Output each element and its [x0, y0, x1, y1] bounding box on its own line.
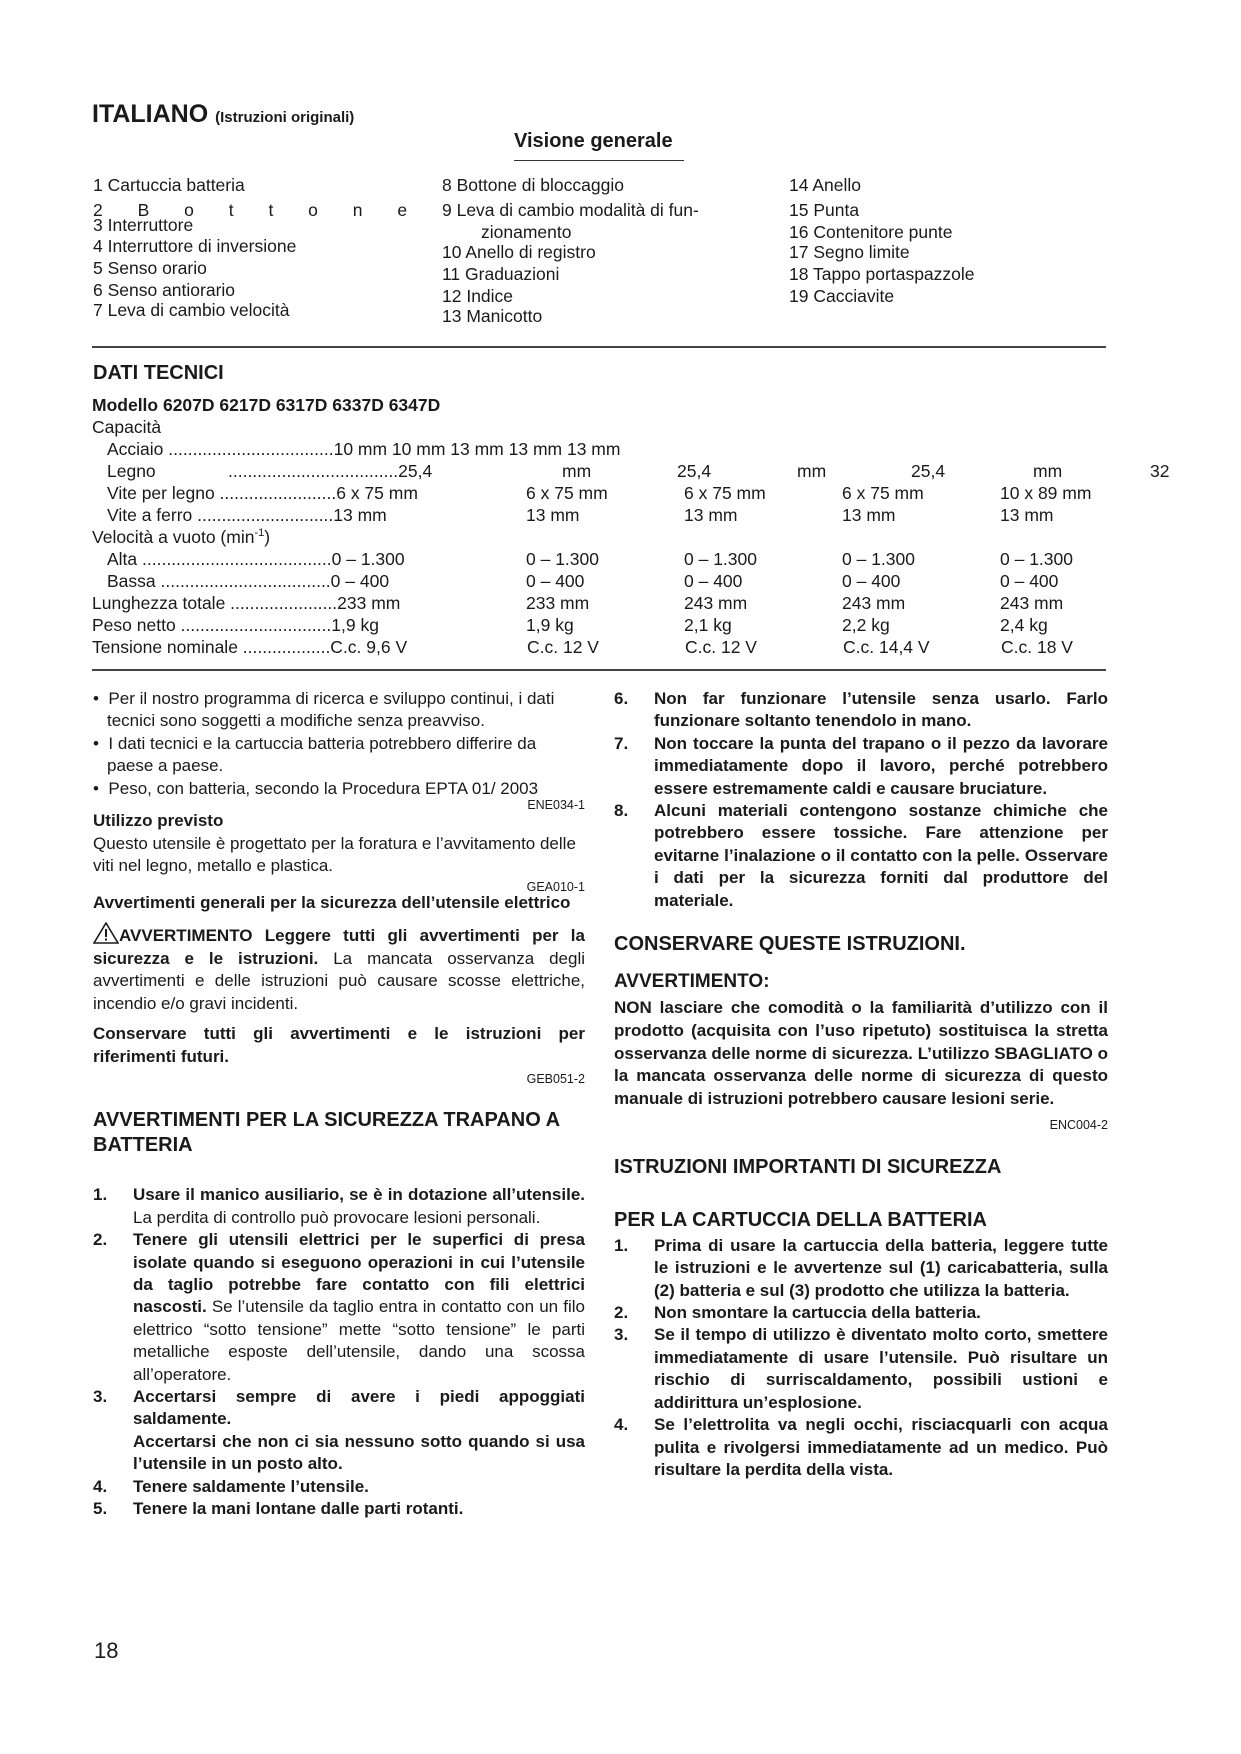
item-number: 1. [614, 1235, 629, 1255]
speed-label-close: ) [264, 527, 271, 547]
spec-value: 25,4 [677, 461, 712, 481]
legend-item: 17 Segno limite [789, 242, 910, 262]
legend-item: 19 Cacciavite [789, 286, 895, 306]
item-number: 3. [614, 1325, 629, 1345]
warning-paragraph [93, 922, 585, 1015]
safety-section-title: AVVERTIMENTI PER LA SICUREZZA TRAPANO A BATTERIA [93, 1109, 560, 1157]
spec-value: 32 [1150, 461, 1170, 481]
item-bold: Non toccare la punta del trapano o il pezzo da lavorare immediatamente dopo il lavoro, perché potrebbero essere estremamente caldi e causare bruciature. [654, 733, 1108, 798]
overview-underline [514, 160, 684, 161]
list-item [614, 1235, 1108, 1302]
spec-value: 0 – 1.300 [684, 549, 757, 569]
bullet-text: I dati tecnici e la cartuccia batteria potrebbero differire da paese a paese. [107, 733, 537, 776]
list-item [614, 800, 1108, 912]
spec-value: C.c. 14,4 V [843, 637, 930, 657]
divider [92, 346, 1106, 348]
spec-value: 2,4 kg [1000, 615, 1048, 635]
legend-item: 9 Leva di cambio modalità di fun- [442, 200, 699, 220]
list-item [614, 733, 1108, 800]
spec-value: 6 x 75 mm [842, 483, 924, 503]
warning-icon [93, 922, 119, 944]
bullet-text: Per il nostro programma di ricerca e sviluppo continui, i dati tecnici sono soggetti a modifiche senza preavviso. [107, 689, 555, 731]
item-number: 6. [614, 689, 629, 708]
spec-machine-screw: Vite a ferro ............................13 mm [107, 505, 387, 525]
reference-code: GEA010-1 [526, 879, 585, 894]
item-bold: Accertarsi che non ci sia nessuno sotto quando si usa l’utensile in un posto alto. [133, 1431, 585, 1474]
reference-code: GEB051-2 [526, 1071, 585, 1086]
legend-item: 13 Manicotto [442, 306, 543, 326]
spec-value: 13 mm [1000, 505, 1054, 525]
spec-wood-dots: ...................................25,4 [228, 461, 433, 481]
language-heading: ITALIANO [92, 100, 209, 128]
list-item: • Peso, con batteria, secondo la Procedura EPTA 01/ 2003 [93, 778, 539, 798]
spec-value: 243 mm [842, 593, 906, 613]
spec-value: 0 – 400 [1000, 571, 1059, 591]
item-text: Se l’utensile da taglio entra in contatto con un filo elettrico “sotto tensione” mette “sotto tensione” le parti metalliche esposte dell’utensile, dando una scossa all’operatore. [133, 1297, 585, 1384]
legend-item: 2 B o t t o n e [93, 200, 423, 220]
spec-value: C.c. 12 V [527, 637, 599, 657]
spec-value: 0 – 1.300 [526, 549, 599, 569]
legend-item: 4 Interruttore di inversione [93, 236, 297, 256]
item-bold: Usare il manico ausiliario, se è in dotazione all’utensile. [133, 1185, 585, 1205]
spec-value: 0 – 400 [526, 571, 585, 591]
keep-instructions-text: Conservare tutti gli avvertimenti e le istruzioni per riferimenti futuri. [93, 1024, 585, 1066]
legend-column-2 [442, 174, 742, 327]
spec-value: 0 – 1.300 [842, 549, 915, 569]
overview-title: Visione generale [514, 130, 673, 152]
item-bold: Tenere saldamente l’utensile. [133, 1476, 369, 1496]
item-bold: Tenere la mani lontane dalle parti rotanti. [133, 1499, 464, 1518]
item-number: 4. [614, 1415, 629, 1435]
intended-use-text: Questo utensile è progettato per la foratura e l’avvitamento delle viti nel legno, metallo e plastica. [93, 833, 576, 876]
item-bold: Alcuni materiali contengono sostanze chimiche che potrebbero essere tossiche. Fare attenzione per evitarne l’inalazione o il contatto con la pelle. Osservare i dati per la sicurezza forniti dal produttore del materiale. [654, 801, 1108, 910]
item-number: 2. [614, 1303, 629, 1323]
language-subtitle: (Istruzioni originali) [215, 109, 355, 126]
spec-length: Lunghezza totale ......................233 mm [92, 593, 401, 613]
spec-value: 0 – 1.300 [1000, 549, 1073, 569]
important-safety-title: ISTRUZIONI IMPORTANTI DI SICUREZZA [614, 1155, 1002, 1178]
list-item: • I dati tecnici e la cartuccia batteria potrebbero differire da paese a paese. [93, 733, 537, 776]
right-column [614, 688, 1108, 1481]
legend-item: 1 Cartuccia batteria [93, 175, 245, 195]
item-bold: Tenere gli utensili elettrici per le superfici di presa isolate quando si eseguono operazioni in cui l’utensile da taglio potrebbe fare contatto con fili elettrici nascosti. [133, 1230, 585, 1317]
reference-code: ENE034-1 [527, 798, 585, 813]
page-title [92, 100, 354, 129]
spec-value: 6 x 75 mm [684, 483, 766, 503]
warning-text: La mancata osservanza degli avvertimenti e delle istruzioni può causare scosse elettriche, incendio e/o gravi incidenti. [93, 948, 586, 1013]
reference-code: ENC004-2 [1049, 1118, 1108, 1133]
spec-value: mm [1033, 461, 1063, 481]
spec-speed-low: Bassa ...................................0 – 400 [107, 571, 390, 591]
list-item [614, 1414, 1108, 1481]
bullet-text: Peso, con batteria, secondo la Procedura EPTA 01/ 2003 [108, 778, 539, 798]
spec-value: 243 mm [684, 593, 748, 613]
item-number: 3. [93, 1386, 108, 1406]
spec-value: 25,4 [911, 461, 946, 481]
item-bold: Prima di usare la cartuccia della batteria, leggere tutte le istruzioni e le avvertenze sul (1) caricabatteria, sulla (2) batteria e sul (3) prodotto che utilizza la batteria. [654, 1235, 1108, 1300]
speed-label [92, 527, 270, 548]
list-item [93, 1229, 585, 1386]
spec-value: C.c. 12 V [685, 637, 757, 657]
list-item [93, 1184, 585, 1229]
legend-item: 8 Bottone di bloccaggio [442, 175, 624, 195]
spec-value: 1,9 kg [526, 615, 574, 635]
legend-item: 11 Graduazioni [442, 264, 560, 284]
legend-item: 16 Contenitore punte [789, 222, 953, 242]
spec-value: 233 mm [526, 593, 590, 613]
battery-section-title: PER LA CARTUCCIA DELLA BATTERIA [614, 1208, 987, 1231]
list-item [614, 1302, 1108, 1324]
legend-column-3 [789, 174, 1089, 307]
spec-value: 0 – 400 [684, 571, 743, 591]
warning-text: NON lasciare che comodità o la familiarità d’utilizzo con il prodotto (acquisita con l’uso ripetuto) sostituisca la stretta osservanza delle norme di sicurezza. L’utilizzo SBAGLIATO o la mancata osservanza delle norme di sicurezza di questo manuale di istruzioni potrebbero causare lesioni serie. [614, 998, 1108, 1108]
speed-label-exponent: -1 [254, 527, 265, 540]
spec-value: 13 mm [684, 505, 738, 525]
spec-value: 13 mm [842, 505, 896, 525]
item-number [93, 1431, 133, 1476]
legend-item: 15 Punta [789, 200, 860, 220]
specs-title: DATI TECNICI [93, 362, 224, 384]
general-safety-title: Avvertimenti generali per la sicurezza dell’utensile elettrico [93, 893, 571, 913]
item-bold: Se l’elettrolita va negli occhi, risciacquarli con acqua pulita e rivolgersi immediatamente ad un medico. Può risultare la perdita della vista. [654, 1415, 1108, 1479]
spec-value: mm [797, 461, 827, 481]
list-item [93, 1386, 585, 1431]
legend-item: 7 Leva di cambio velocità [93, 300, 290, 320]
legend-item: 14 Anello [789, 175, 862, 195]
item-bold: Non smontare la cartuccia della batteria. [654, 1303, 981, 1323]
spec-value: C.c. 18 V [1001, 637, 1073, 657]
item-number: 7. [614, 733, 629, 753]
safety-list [93, 1184, 585, 1520]
legend-item: 12 Indice [442, 286, 514, 306]
spec-wood-label: Legno [107, 461, 156, 481]
legend-item: 6 Senso antiorario [93, 280, 236, 300]
spec-value: 0 – 400 [842, 571, 901, 591]
list-item [614, 1324, 1108, 1414]
list-item [614, 688, 1108, 733]
spec-value: 243 mm [1000, 593, 1064, 613]
battery-list [614, 1235, 1108, 1481]
item-number: 8. [614, 801, 629, 821]
spec-value: mm [562, 461, 592, 481]
spec-value: 13 mm [526, 505, 580, 525]
warning-bold-text: AVVERTIMENTO Leggere tutti gli avvertimenti per la sicurezza e le istruzioni. [93, 926, 585, 968]
spec-steel: Acciaio ..................................10 mm 10 mm 13 mm 13 mm 13 mm [107, 439, 621, 459]
spec-voltage: Tensione nominale ..................C.c. 9,6 V [92, 637, 408, 657]
warning-title: AVVERTIMENTO: [614, 971, 770, 993]
legend-column-1 [93, 174, 423, 321]
divider [92, 669, 1106, 671]
legend-item: 3 Interruttore [93, 215, 194, 235]
spec-value: 10 x 89 mm [1000, 483, 1092, 503]
list-item [93, 1431, 585, 1476]
list-item: • Per il nostro programma di ricerca e sviluppo continui, i dati tecnici sono soggetti a modifiche senza preavviso. [93, 689, 555, 731]
item-text: La perdita di controllo può provocare lesioni personali. [133, 1207, 541, 1227]
legend-item: 18 Tappo portaspazzole [789, 264, 975, 284]
item-bold: Non far funzionare l’utensile senza usarlo. Farlo funzionare soltanto tenendolo in mano. [654, 689, 1108, 731]
item-bold: Accertarsi sempre di avere i piedi appoggiati saldamente. [133, 1386, 585, 1429]
item-number: 1. [93, 1185, 108, 1205]
model-row: Modello 6207D 6217D 6317D 6337D 6347D [92, 395, 441, 415]
item-number: 4. [93, 1476, 108, 1496]
page-number: 18 [94, 1638, 119, 1663]
item-number: 2. [93, 1230, 108, 1250]
legend-item: zionamento [481, 222, 572, 242]
spec-speed-high: Alta .......................................0 – 1.300 [107, 549, 405, 569]
list-item [93, 1498, 585, 1520]
item-bold: Se il tempo di utilizzo è diventato molto corto, smettere immediatamente di usare l’utensile. Può risultare un rischio di surriscaldamento, possibili ustioni e addirittura un’esplosione. [654, 1325, 1108, 1412]
intended-use-title: Utilizzo previsto [93, 811, 224, 831]
legend-item: 10 Anello di registro [442, 242, 596, 262]
capacity-label: Capacità [92, 417, 162, 437]
list-item [93, 1476, 585, 1498]
speed-label-text: Velocità a vuoto (min [92, 527, 255, 547]
keep-instructions-title: CONSERVARE QUESTE ISTRUZIONI. [614, 933, 966, 956]
spec-value: 2,1 kg [684, 615, 732, 635]
left-column [93, 688, 585, 1520]
item-number: 5. [93, 1499, 108, 1518]
spec-wood-screw: Vite per legno ........................6 x 75 mm [107, 483, 418, 503]
spec-value: 6 x 75 mm [526, 483, 608, 503]
spec-weight: Peso netto ...............................1,9 kg [92, 615, 379, 635]
legend-item: 5 Senso orario [93, 258, 207, 278]
spec-value: 2,2 kg [842, 615, 890, 635]
